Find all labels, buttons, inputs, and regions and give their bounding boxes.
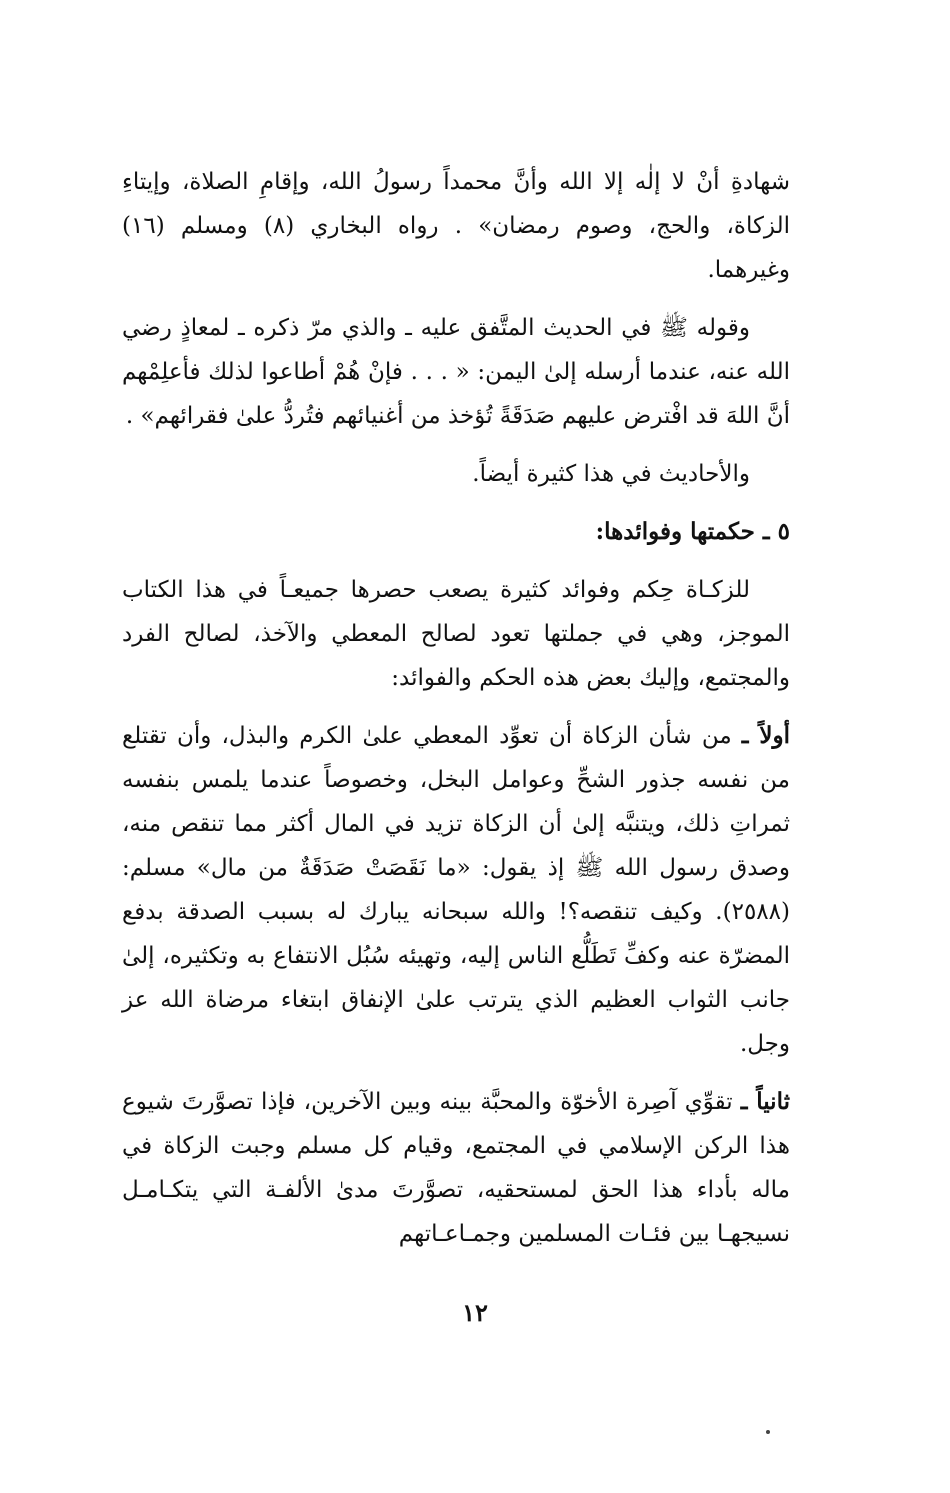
section-heading: ٥ ـ حكمتها وفوائدها: — [595, 518, 790, 545]
second-point-text: تقوِّي آصِرة الأخوّة والمحبَّة بينه وبين الآخرين، فإذا تصوَّرتَ شيوع هذا الركن الإسلامي في المجتمع، وقيام كل مسلم وجبت الزكاة في ماله بأداء هذا الحق لمستحقيه، تصوَّرتَ مدىٰ الألفـة التي يتكـامـل نسيجهـا بين فئـات المسلمين وجمـاعـاتهم — [122, 1089, 790, 1247]
paragraph-intro-wisdoms: للزكـاة حِكم وفوائد كثيرة يصعب حصرها جميعـاً في هذا الكتاب الموجز، وهي في جملتها تعود لصالح المعطي والآخذ، لصالح الفرد والمجتمع، وإليك بعض هذه الحكم والفوائد: — [122, 577, 790, 691]
first-point-label: أولاً ـ — [741, 722, 790, 749]
paragraph-muadh-hadith: وقوله ﷺ في الحديث المتَّفق عليه ـ والذي مرّ ذكره ـ لمعاذٍ رضي الله عنه، عندما أرسله إلىٰ اليمن: « . . . فإنْ هُمْ أطاعوا لذلك فأعلِمْهم أنَّ اللهَ قد افْترض عليهم صَدَقَةً تُؤخذ من أغنيائهم فتُردُّ علىٰ فقرائهم» . — [122, 315, 790, 429]
second-point-label: ثانياً ـ — [740, 1088, 790, 1115]
paragraph-many-hadiths: والأحاديث في هذا كثيرة أيضاً. — [472, 461, 750, 487]
body-text — [122, 160, 790, 1270]
paragraph-first-point — [122, 714, 790, 1066]
scan-speck — [766, 1430, 770, 1434]
first-point-text: من شأن الزكاة أن تعوِّد المعطي علىٰ الكرم والبذل، وأن تقتلع من نفسه جذور الشحِّ وعوامل البخل، وخصوصاً عندما يلمس بنفسه ثمراتِ ذلك، ويتنبَّه إلىٰ أن الزكاة تزيد في المال أكثر مما تنقص منه، وصدق رسول الله ﷺ إذ يقول: «ما نَقَصَتْ صَدَقَةٌ من مال» مسلم: (٢٥٨٨). وكيف تنقصه؟! والله سبحانه يبارك له بسبب الصدقة بدفع المضرّة عنه وكفِّ تَطَلُّع الناس إليه، وتهيئه سُبُل الانتفاع به وتكثيره، إلىٰ جانب الثواب العظيم الذي يترتب علىٰ الإنفاق ابتغاء مرضاة الله عز وجل. — [122, 723, 790, 1057]
page-number: ١٢ — [462, 1298, 488, 1327]
paragraph-second-point — [122, 1080, 790, 1256]
paragraph-hadith-end: شهادةِ أنْ لا إلٰه إلا الله وأنَّ محمداً رسولُ الله، وإقامِ الصلاة، وإيتاءِ الزكاة، والحج، وصوم رمضان» . رواه البخاري (٨) ومسلم (١٦) وغيرهما. — [122, 169, 790, 283]
